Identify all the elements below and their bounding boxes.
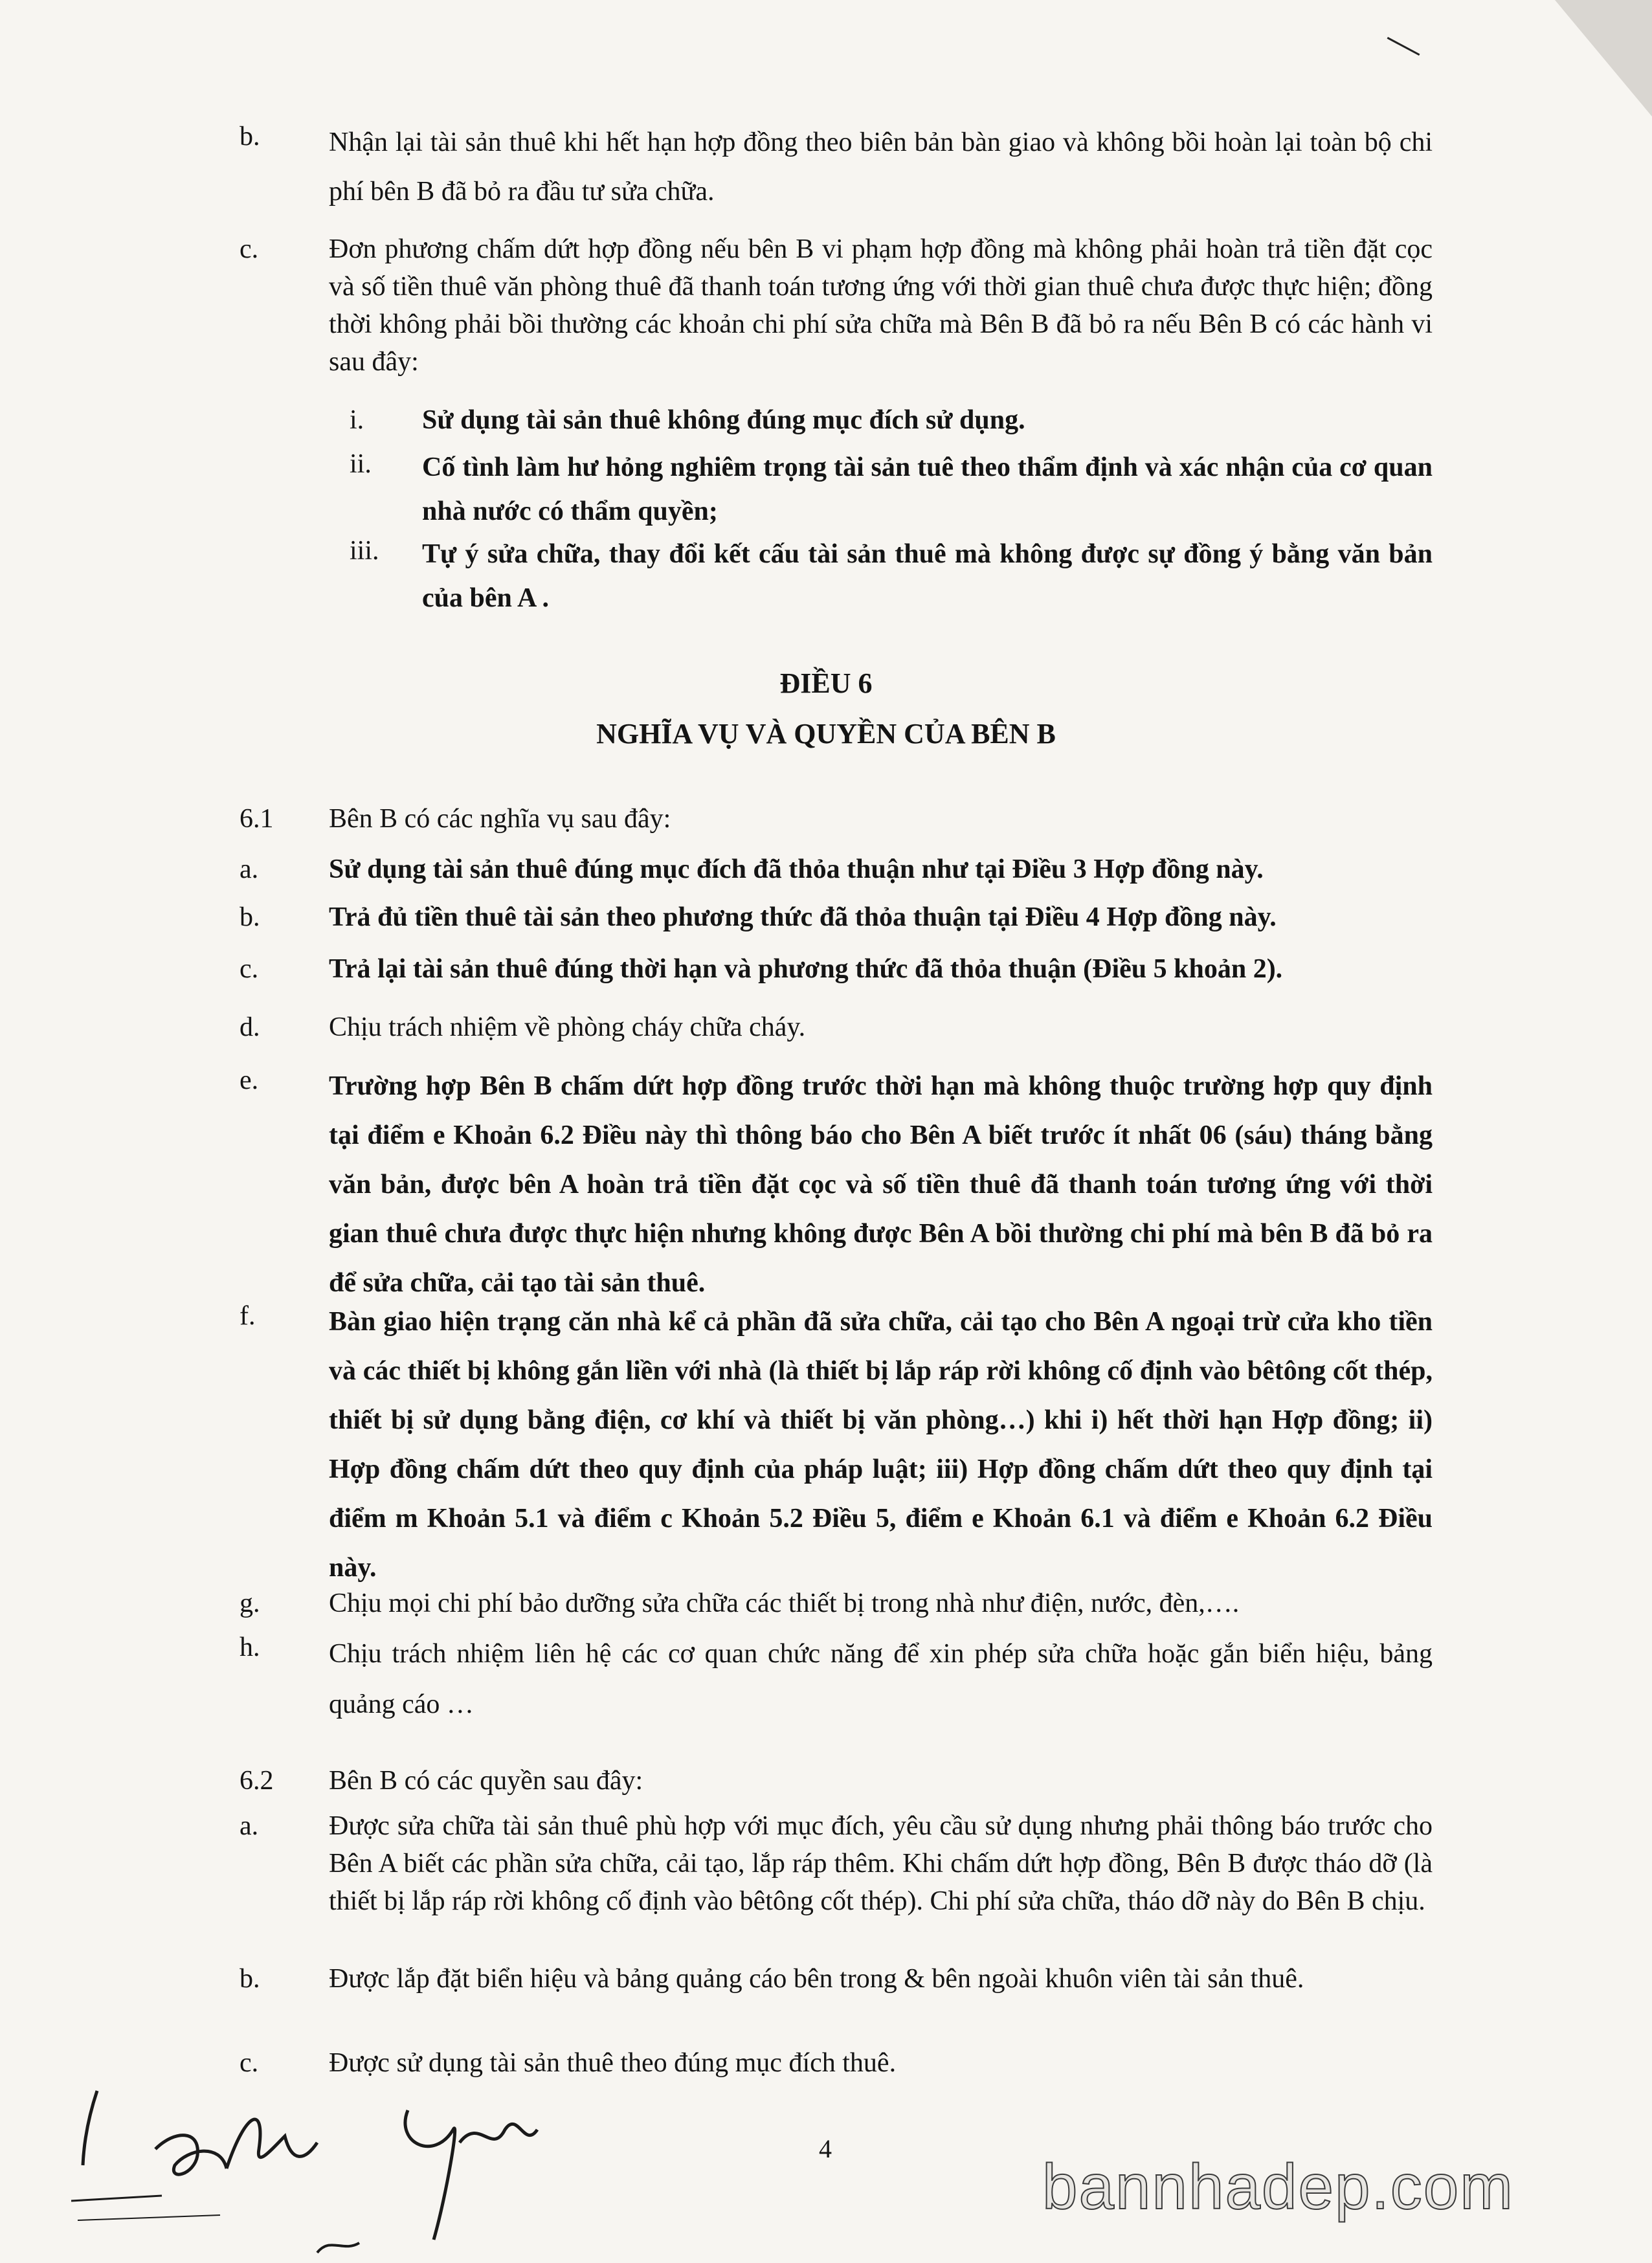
section-text: Bên B có các quyền sau đây: [329, 1766, 643, 1796]
clause-text: Đơn phương chấm dứt hợp đồng nếu bên B vi phạm hợp đồng mà không phải hoàn trả tiền đặt cọc và số tiền thuê văn phòng thuê đã thanh toán tương ứng với thời gian thuê chưa được thực hiện; đồng thời không phải bồi thường các khoản chi phí sửa chữa mà Bên B đã bỏ ra nếu Bên B có các hành vi sau đây: [329, 234, 1433, 377]
right-text: Được lắp đặt biển hiệu và bảng quảng cáo bên trong & bên ngoài khuôn viên tài sản thuê. [329, 1964, 1304, 1994]
page-number: 4 [819, 2134, 832, 2163]
obligation-label: g. [240, 1589, 260, 1618]
clause-text: Nhận lại tài sản thuê khi hết hạn hợp đồng theo biên bản bàn giao và không bồi hoàn lại toàn bộ chi phí bên B đã bỏ ra đầu tư sửa chữa. [329, 128, 1433, 206]
sub-item-label: iii. [350, 536, 379, 566]
obligation-text: Trả lại tài sản thuê đúng thời hạn và phương thức đã thỏa thuận (Điều 5 khoản 2). [329, 954, 1283, 984]
obligation-text: Sử dụng tài sản thuê đúng mục đích đã thỏa thuận như tại Điều 3 Hợp đồng này. [329, 854, 1264, 884]
right-label: b. [240, 1964, 260, 1994]
obligation-text: Chịu mọi chi phí bảo dưỡng sửa chữa các thiết bị trong nhà như điện, nước, đèn,…. [329, 1589, 1240, 1618]
sub-item-label: ii. [350, 449, 372, 479]
right-label: a. [240, 1811, 259, 1841]
obligation-text: Trả đủ tiền thuê tài sản theo phương thức đã thỏa thuận tại Điều 4 Hợp đồng này. [329, 902, 1277, 932]
section-text: Bên B có các nghĩa vụ sau đây: [329, 804, 671, 834]
scan-corner-shadow [1555, 0, 1652, 117]
sub-item-text: Cố tình làm hư hỏng nghiêm trọng tài sản tuê theo thẩm định và xác nhận của cơ quan nhà nước có thẩm quyền; [422, 452, 1433, 526]
right-label: c. [240, 2048, 259, 2078]
right-text: Được sử dụng tài sản thuê theo đúng mục đích thuê. [329, 2048, 897, 2078]
obligation-label: e. [240, 1065, 259, 1095]
sub-item-text: Sử dụng tài sản thuê không đúng mục đích sử dụng. [422, 405, 1025, 435]
obligation-label: b. [240, 902, 260, 932]
pen-mark [1387, 37, 1420, 56]
watermark: bannhadep.com [1042, 2151, 1514, 2222]
obligation-label: f. [240, 1301, 256, 1331]
clause-label: c. [240, 234, 259, 264]
right-text: Được sửa chữa tài sản thuê phù hợp với mục đích, yêu cầu sử dụng nhưng phải thông báo trước cho Bên A biết các phần sửa chữa, cải tạo, lắp ráp thêm. Khi chấm dứt hợp đồng, Bên B được tháo dỡ (là thiết bị lắp ráp rời không cố định vào bêtông cốt thép). Chi phí sửa chữa, tháo dỡ này do Bên B chịu. [329, 1811, 1433, 1916]
obligation-text: Chịu trách nhiệm liên hệ các cơ quan chức năng để xin phép sửa chữa hoặc gắn biển hiệu, bảng quảng cáo … [329, 1639, 1433, 1719]
obligation-text: Trường hợp Bên B chấm dứt hợp đồng trước thời hạn mà không thuộc trường hợp quy định tại điểm e Khoản 6.2 Điều này thì thông báo cho Bên A biết trước ít nhất 06 (sáu) tháng bằng văn bản, được bên A hoàn trả tiền đặt cọc và số tiền thuê đã thanh toán tương ứng với thời gian thuê chưa được thực hiện nhưng không được Bên A bồi thường chi phí mà bên B đã bỏ ra để sửa chữa, cải tạo tài sản thuê. [329, 1071, 1433, 1298]
obligation-text: Chịu trách nhiệm về phòng cháy chữa cháy. [329, 1012, 806, 1042]
obligation-label: c. [240, 954, 259, 984]
obligation-label: a. [240, 854, 259, 884]
sub-item-text: Tự ý sửa chữa, thay đổi kết cấu tài sản thuê mà không được sự đồng ý bằng văn bản của bên A . [422, 539, 1433, 613]
sub-item-label: i. [350, 405, 364, 435]
section-label: 6.1 [240, 804, 274, 834]
obligation-label: d. [240, 1012, 260, 1042]
section-label: 6.2 [240, 1766, 274, 1796]
article-title: NGHĨA VỤ VÀ QUYỀN CỦA BÊN B [596, 718, 1056, 750]
obligation-text: Bàn giao hiện trạng căn nhà kể cả phần đã sửa chữa, cải tạo cho Bên A ngoại trừ cửa kho tiền và các thiết bị không gắn liền với nhà (là thiết bị lắp ráp rời không cố định vào bêtông cốt thép, thiết bị sử dụng bằng điện, cơ khí và thiết bị văn phòng…) khi i) hết thời hạn Hợp đồng; ii) Hợp đồng chấm dứt theo quy định của pháp luật; iii) Hợp đồng chấm dứt theo quy định tại điểm m Khoản 5.1 và điểm c Khoản 5.2 Điều 5, điểm e Khoản 6.1 và điểm e Khoản 6.2 Điều này. [329, 1307, 1433, 1583]
obligation-label: h. [240, 1633, 260, 1662]
article-number: ĐIỀU 6 [779, 667, 873, 699]
handwritten-signature [71, 2052, 654, 2259]
clause-label: b. [240, 122, 260, 151]
